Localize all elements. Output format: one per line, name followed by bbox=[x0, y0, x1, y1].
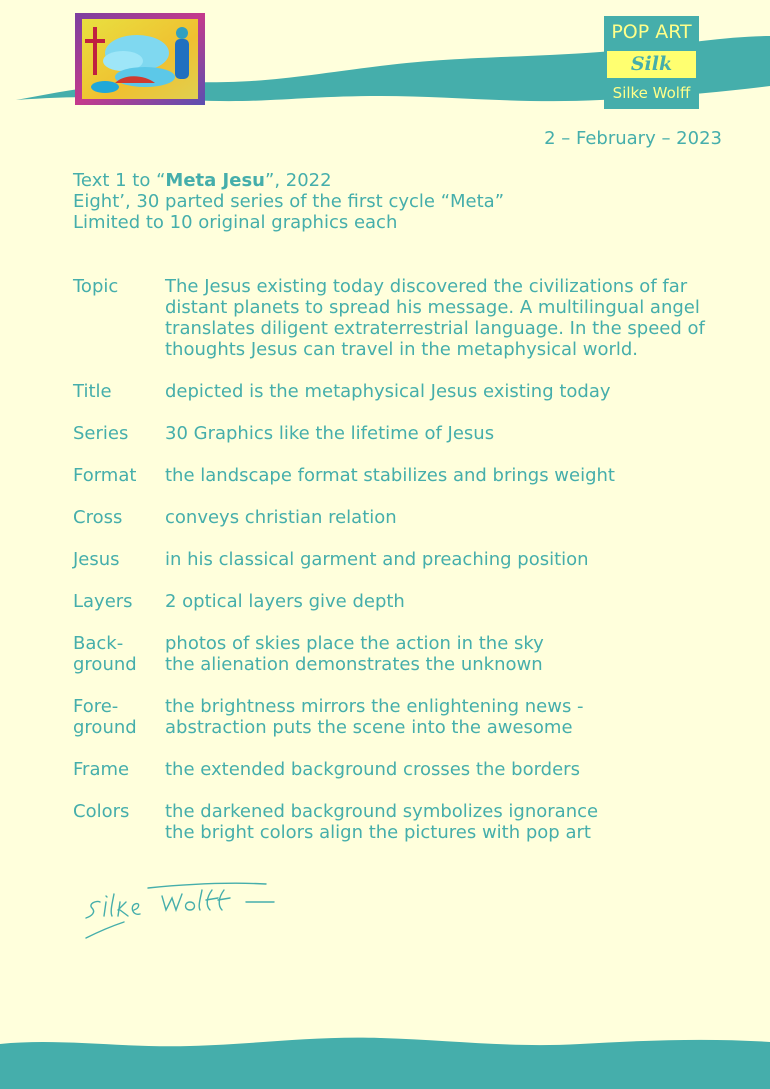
row-value bbox=[165, 276, 733, 360]
row-label bbox=[73, 759, 163, 780]
row-value-line: translates diligent extraterrestrial language. In the speed of bbox=[165, 318, 705, 339]
logo-band bbox=[607, 51, 696, 78]
description-row bbox=[73, 801, 733, 843]
intro-line-2: Eight’, 30 parted series of the first cycle “Meta” bbox=[73, 191, 505, 212]
row-label-line: Colors bbox=[73, 801, 130, 822]
row-label-line: Title bbox=[73, 381, 112, 402]
row-label-line: Topic bbox=[73, 276, 119, 297]
row-label-line: Layers bbox=[73, 591, 133, 612]
description-row bbox=[73, 759, 733, 780]
row-value bbox=[165, 423, 733, 444]
description-row bbox=[73, 549, 733, 570]
row-label-line: Fore- bbox=[73, 696, 119, 717]
row-label-line: Frame bbox=[73, 759, 130, 780]
bottom-wave-decoration bbox=[0, 1030, 770, 1089]
row-value-line: the brightness mirrors the enlightening news - bbox=[165, 696, 584, 717]
logo-artist-name: Silke Wolff bbox=[612, 84, 691, 102]
description-row bbox=[73, 591, 733, 612]
work-title: Meta Jesu bbox=[165, 170, 265, 191]
row-label bbox=[73, 465, 163, 486]
row-value-line: photos of skies place the action in the sky bbox=[165, 633, 544, 654]
logo-script: Silk bbox=[630, 53, 673, 75]
row-label bbox=[73, 591, 163, 612]
description-row bbox=[73, 696, 733, 738]
row-value-line: the darkened background symbolizes ignorance bbox=[165, 801, 599, 822]
description-row bbox=[73, 381, 733, 402]
row-label bbox=[73, 549, 163, 570]
row-value bbox=[165, 507, 733, 528]
row-label bbox=[73, 381, 163, 402]
description-row bbox=[73, 276, 733, 360]
document-date: 2 – February – 2023 bbox=[544, 128, 722, 149]
row-value bbox=[165, 633, 733, 675]
row-value-line: the bright colors align the pictures with pop art bbox=[165, 822, 591, 843]
description-list bbox=[73, 276, 733, 864]
intro-prefix: Text 1 to “ bbox=[73, 170, 166, 191]
description-row bbox=[73, 633, 733, 675]
description-row bbox=[73, 423, 733, 444]
row-value-line: 30 Graphics like the lifetime of Jesus bbox=[165, 423, 495, 444]
artwork-thumbnail bbox=[75, 13, 205, 105]
row-value bbox=[165, 801, 733, 843]
intro-block bbox=[73, 170, 504, 233]
logo-title: POP ART bbox=[611, 21, 692, 43]
artist-signature bbox=[78, 872, 278, 942]
row-label-line: Jesus bbox=[73, 549, 120, 570]
row-value-line: distant planets to spread his message. A multilingual angel bbox=[165, 297, 700, 318]
row-value bbox=[165, 465, 733, 486]
row-label bbox=[73, 507, 163, 528]
row-value-line: the extended background crosses the borders bbox=[165, 759, 580, 780]
row-value bbox=[165, 549, 733, 570]
row-label-line: ground bbox=[73, 654, 137, 675]
row-label bbox=[73, 801, 163, 822]
row-value bbox=[165, 381, 733, 402]
row-value-line: 2 optical layers give depth bbox=[165, 591, 405, 612]
row-value-line: abstraction puts the scene into the awesome bbox=[165, 717, 573, 738]
row-label bbox=[73, 423, 163, 444]
row-value-line: the alienation demonstrates the unknown bbox=[165, 654, 543, 675]
intro-line-3: Limited to 10 original graphics each bbox=[73, 212, 398, 233]
row-label bbox=[73, 276, 163, 297]
description-row bbox=[73, 507, 733, 528]
row-label-line: Format bbox=[73, 465, 137, 486]
description-row bbox=[73, 465, 733, 486]
row-label bbox=[73, 696, 163, 738]
row-label-line: Cross bbox=[73, 507, 123, 528]
row-label bbox=[73, 633, 163, 675]
row-value bbox=[165, 696, 733, 738]
row-value-line: conveys christian relation bbox=[165, 507, 397, 528]
row-value-line: depicted is the metaphysical Jesus existing today bbox=[165, 381, 611, 402]
intro-suffix: ”, 2022 bbox=[265, 170, 332, 191]
row-value bbox=[165, 591, 733, 612]
row-value-line: the landscape format stabilizes and brings weight bbox=[165, 465, 615, 486]
intro-line-1 bbox=[73, 170, 504, 191]
row-value bbox=[165, 759, 733, 780]
pop-art-logo bbox=[604, 16, 699, 109]
row-label-line: Back- bbox=[73, 633, 124, 654]
row-label-line: ground bbox=[73, 717, 137, 738]
row-value-line: The Jesus existing today discovered the civilizations of far bbox=[165, 276, 688, 297]
row-value-line: thoughts Jesus can travel in the metaphysical world. bbox=[165, 339, 639, 360]
row-value-line: in his classical garment and preaching position bbox=[165, 549, 589, 570]
row-label-line: Series bbox=[73, 423, 129, 444]
